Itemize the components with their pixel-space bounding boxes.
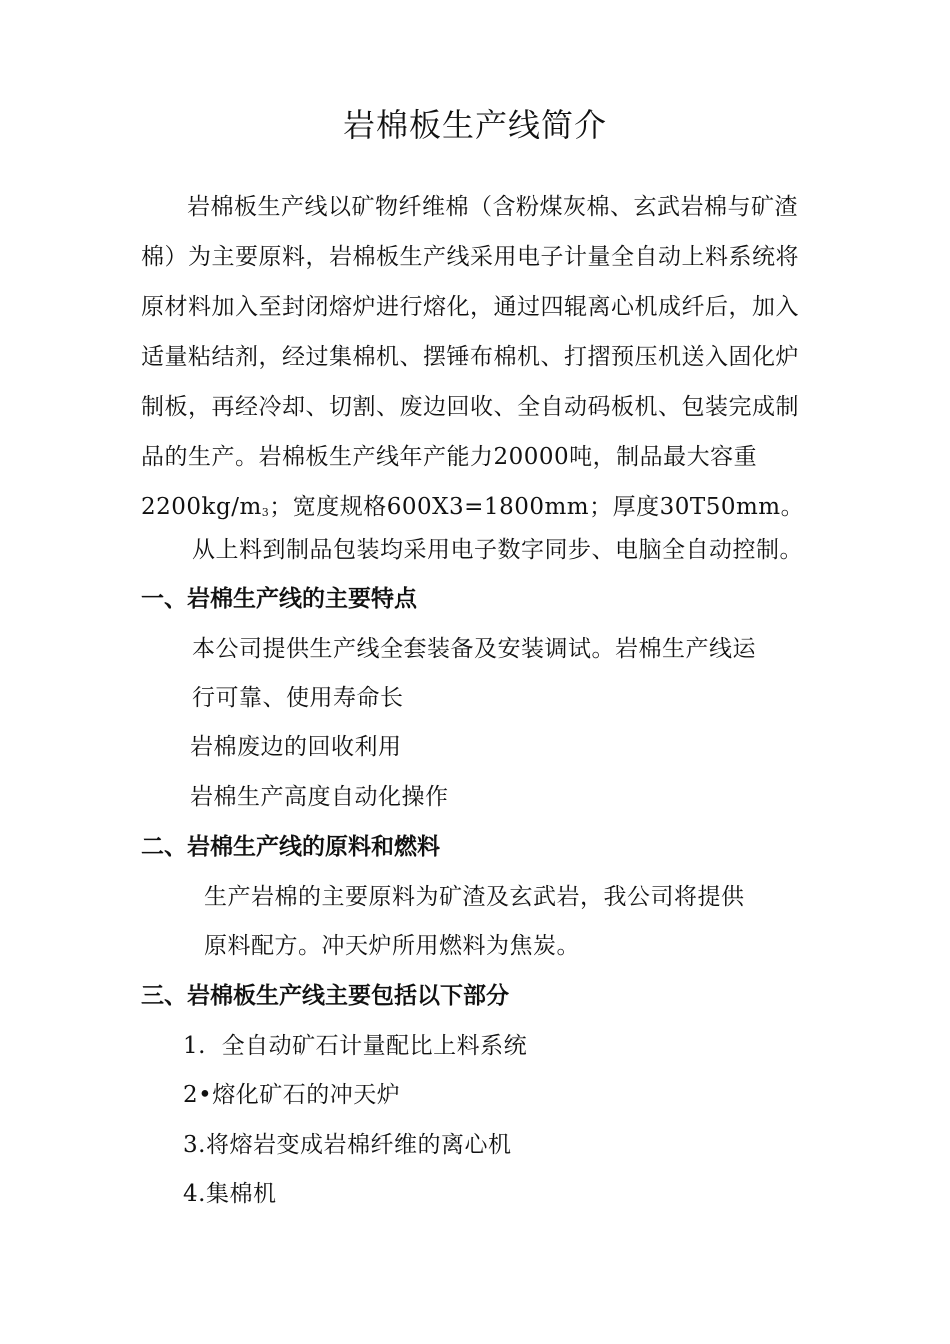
section-3-item: 2•熔化矿石的冲天炉 <box>183 1082 401 1108</box>
section-3-item: 3.将熔岩变成岩棉纤维的离心机 <box>183 1132 512 1158</box>
section-1-line: 岩棉废边的回收利用 <box>190 734 402 760</box>
document-title: 岩棉板生产线简介 <box>342 106 607 144</box>
section-2-line: 原料配方。冲天炉所用燃料为焦炭。 <box>204 933 580 959</box>
section-1-heading: 一、岩棉生产线的主要特点 <box>141 586 417 612</box>
section-1-line: 行可靠、使用寿命长 <box>192 685 404 711</box>
section-2-heading: 二、岩棉生产线的原料和燃料 <box>141 834 440 860</box>
unit-superscript: 3 <box>261 506 270 519</box>
section-1-line: 岩棉生产高度自动化操作 <box>190 784 449 810</box>
section-3-item: 1. 全自动矿石计量配比上料系统 <box>183 1033 528 1059</box>
intro-paragraph-2: 从上料到制品包装均采用电子数字同步、电脑全自动控制。 <box>192 537 803 563</box>
intro-paragraph-1 <box>141 182 811 538</box>
intro-paragraph-1-last-b: ；宽度规格600X3=1800mm；厚度30T50mm。 <box>269 494 805 520</box>
section-3-heading: 三、岩棉板生产线主要包括以下部分 <box>141 983 509 1009</box>
section-1-line: 本公司提供生产线全套装备及安装调试。岩棉生产线运 <box>192 636 756 662</box>
intro-paragraph-1-last-a: 2200kg/m <box>141 494 262 520</box>
intro-paragraph-1-text: 岩棉板生产线以矿物纤维棉（含粉煤灰棉、玄武岩棉与矿渣棉）为主要原料，岩棉板生产线采用电子计量全自动上料系统将原材料加入至封闭熔炉进行熔化，通过四辊离心机成纤后，加入适量粘结剂，经过集棉机、摆锤布棉机、打摺预压机送入固化炉制板，再经冷却、切割、废边回收、全自动码板机、包装完成制品的生产。岩棉板生产线年产能力20000吨，制品最大容重 <box>141 194 799 470</box>
section-3-item: 4.集棉机 <box>183 1181 277 1207</box>
section-2-line: 生产岩棉的主要原料为矿渣及玄武岩，我公司将提供 <box>204 884 745 910</box>
